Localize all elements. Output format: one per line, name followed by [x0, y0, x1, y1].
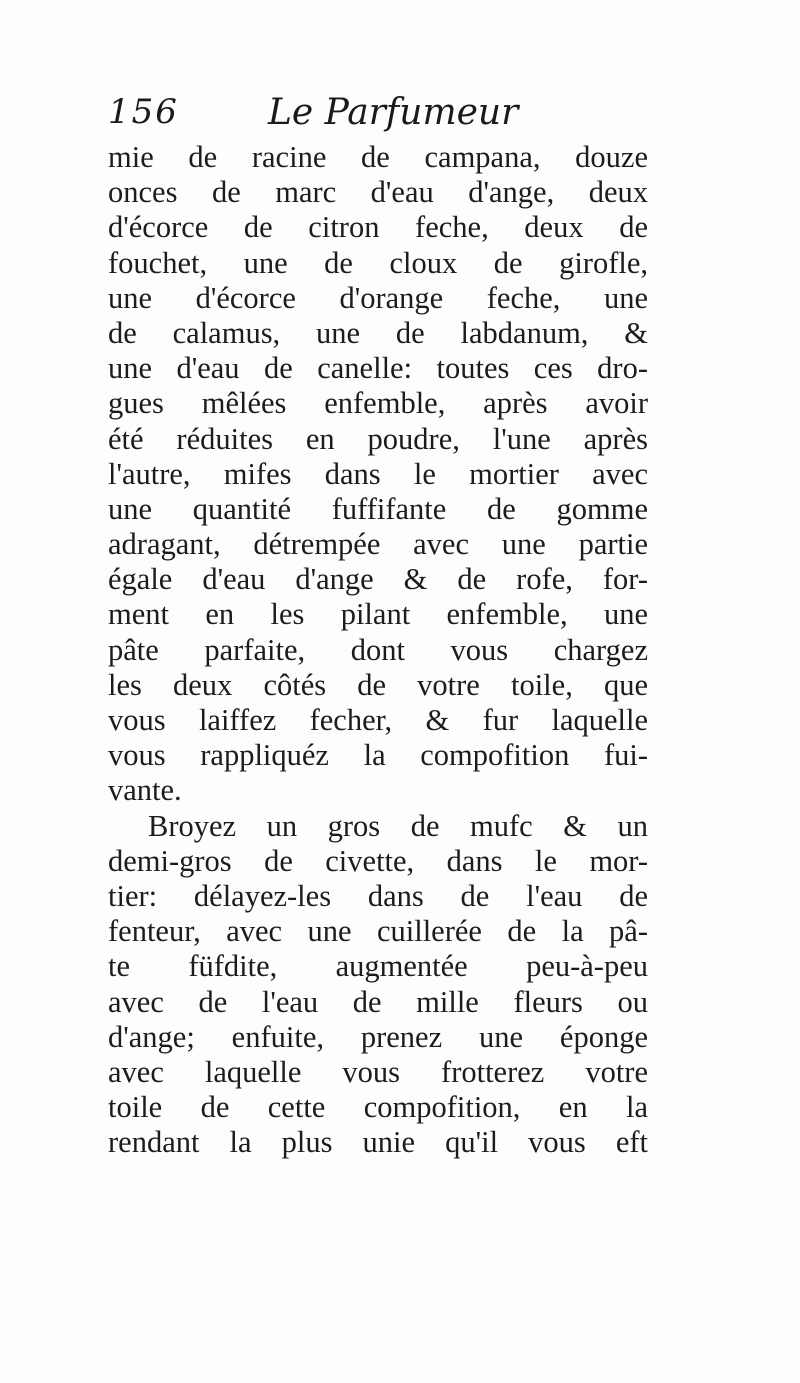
text-line: vous laiffez fecher, & fur laquelle: [108, 703, 648, 737]
page-number: 156: [108, 92, 179, 132]
text-line: égale d'eau d'ange & de rofe, for-: [108, 562, 648, 597]
text-line: une d'écorce d'orange feche, une: [108, 280, 648, 315]
text-line: toile de cette compofition, en la: [108, 1090, 648, 1125]
text-line: fenteur, avec une cuillerée de la pâ-: [108, 914, 648, 949]
text-line: les deux côtés de votre toile, que: [108, 667, 648, 702]
text-line: tier: délayez-les dans de l'eau de: [108, 878, 648, 913]
running-title: Le Parfumeur: [268, 92, 519, 133]
text-line: gues mêlées enfemble, après avoir: [108, 386, 648, 421]
text-line: ment en les pilant enfemble, une: [108, 597, 648, 632]
text-line: l'autre, mifes dans le mortier avec: [108, 456, 648, 491]
text-line: pâte parfaite, dont vous chargez: [108, 632, 648, 667]
text-line: rendant la plus unie qu'il vous eft: [108, 1125, 648, 1160]
text-line: te füfdite, augmentée peu-à-peu: [108, 949, 648, 984]
paragraph: [108, 809, 648, 1161]
paragraph-continuation: [108, 140, 648, 809]
text-line: d'ange; enfuite, prenez une éponge: [108, 1019, 648, 1054]
text-line: une d'eau de canelle: toutes ces dro-: [108, 351, 648, 386]
page-header: [108, 92, 648, 142]
text-line: avec de l'eau de mille fleurs ou: [108, 984, 648, 1019]
text-line: adragant, détrempée avec une partie: [108, 527, 648, 562]
text-line: vante.: [108, 773, 182, 808]
text-line: une quantité fuffifante de gomme: [108, 491, 648, 526]
text-line: avec laquelle vous frotterez votre: [108, 1054, 648, 1089]
text-line: vous rappliquéz la compofition fui-: [108, 738, 648, 773]
text-line: onces de marc d'eau d'ange, deux: [108, 175, 648, 210]
text-line: demi-gros de civette, dans le mor-: [108, 843, 648, 878]
text-line: Broyez un gros de mufc & un: [148, 808, 648, 843]
text-line: été réduites en poudre, l'une après: [108, 421, 648, 456]
text-line: fouchet, une de cloux de girofle,: [108, 245, 648, 280]
body-text: [108, 140, 648, 1160]
text-line: de calamus, une de labdanum, &: [108, 315, 648, 350]
text-line: d'écorce de citron feche, deux de: [108, 210, 648, 245]
text-line: mie de racine de campana, douze: [108, 140, 648, 174]
